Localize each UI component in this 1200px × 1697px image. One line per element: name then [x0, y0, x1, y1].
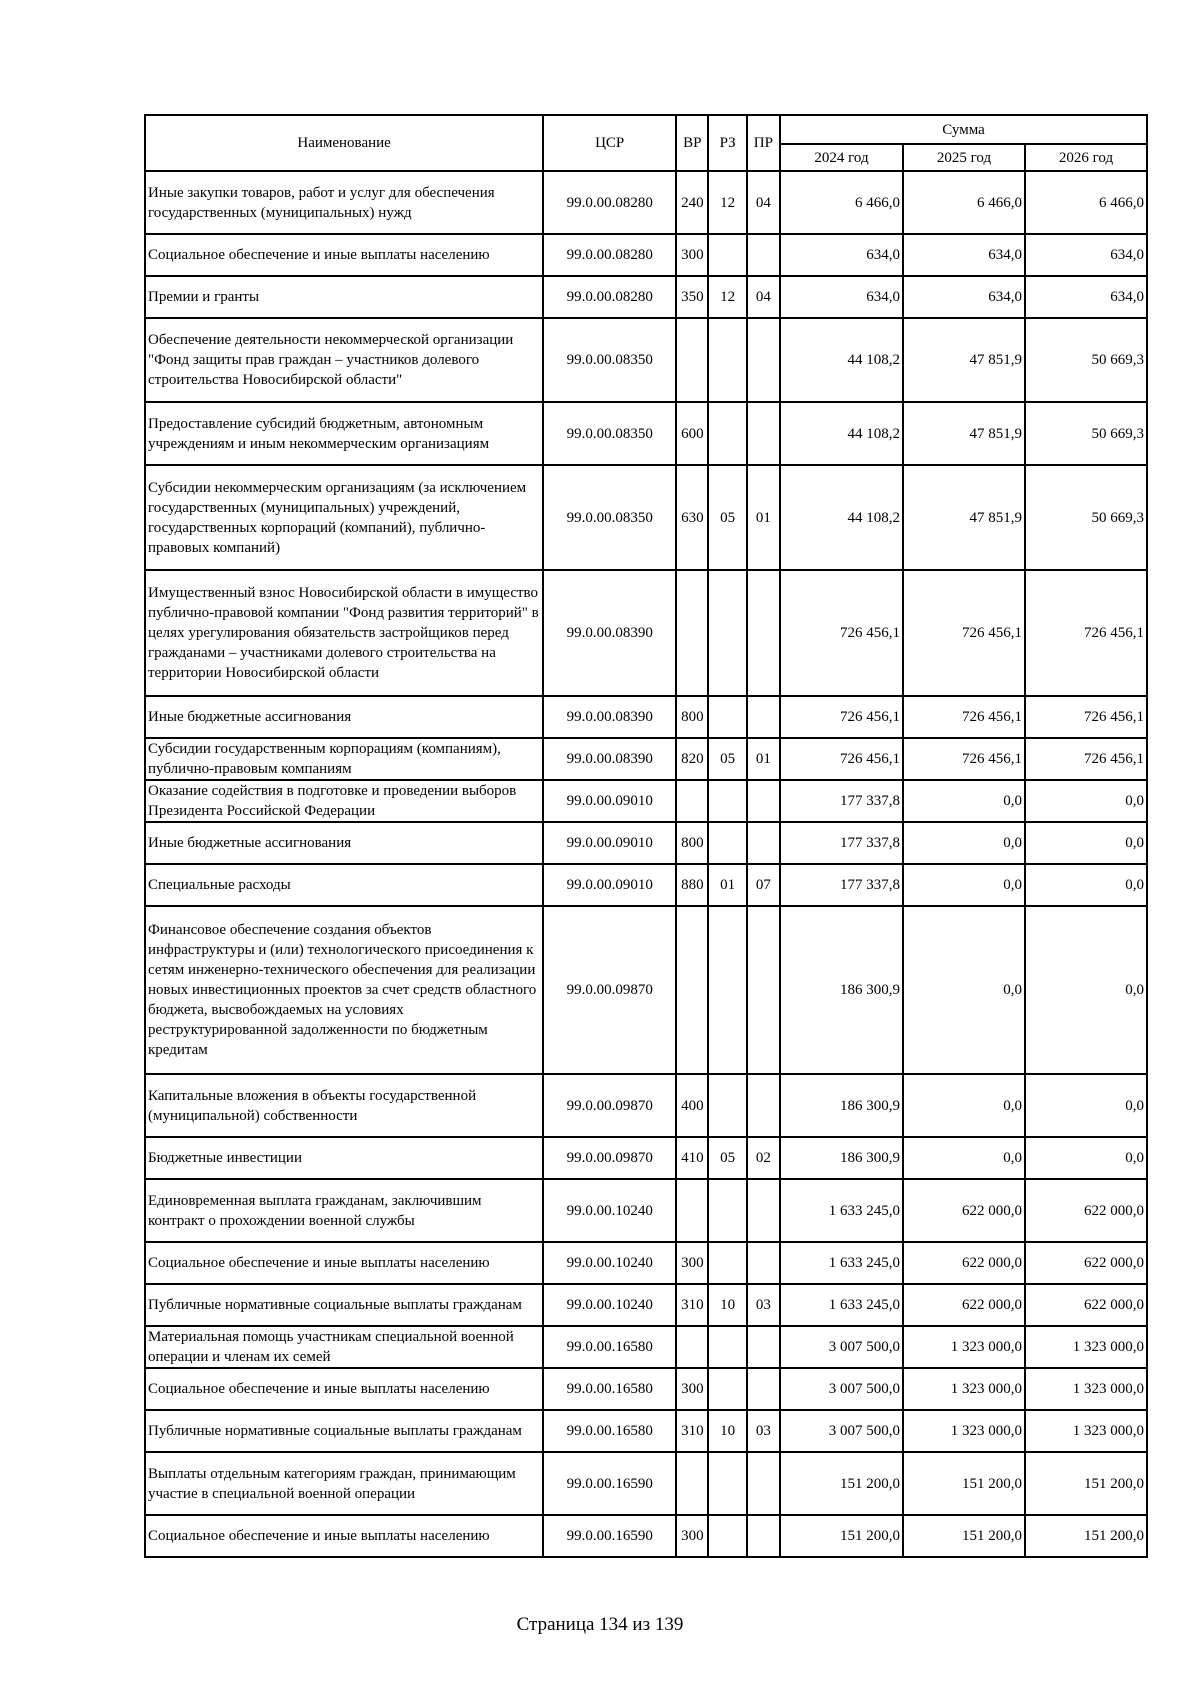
- row-name: Предоставление субсидий бюджетным, автономным учреждениям и иным некоммерческим организациям: [145, 402, 543, 465]
- row-sum-2025: 151 200,0: [903, 1515, 1025, 1557]
- table-row: [145, 1074, 1147, 1137]
- table-row: [145, 234, 1147, 276]
- row-rz: 10: [708, 1410, 746, 1452]
- row-pr: [747, 318, 780, 402]
- row-vr: 400: [676, 1074, 708, 1137]
- row-name: Субсидии государственным корпорациям (компаниям), публично-правовым компаниям: [145, 738, 543, 780]
- row-sum-2025: 0,0: [903, 822, 1025, 864]
- row-name: Капитальные вложения в объекты государственной (муниципальной) собственности: [145, 1074, 543, 1137]
- row-vr: 300: [676, 1242, 708, 1284]
- row-vr: 300: [676, 1515, 708, 1557]
- row-pr: [747, 1074, 780, 1137]
- table-row: [145, 402, 1147, 465]
- row-sum-2024: 44 108,2: [780, 465, 903, 570]
- row-rz: [708, 1179, 746, 1242]
- row-vr: 820: [676, 738, 708, 780]
- row-sum-2024: 186 300,9: [780, 906, 903, 1074]
- row-sum-2026: 1 323 000,0: [1025, 1410, 1147, 1452]
- row-vr: 240: [676, 171, 708, 234]
- row-sum-2026: 50 669,3: [1025, 465, 1147, 570]
- page-number: Страница 134 из 139: [516, 1614, 684, 1635]
- table-row: [145, 1179, 1147, 1242]
- row-name: Социальное обеспечение и иные выплаты населению: [145, 1368, 543, 1410]
- row-rz: 05: [708, 1137, 746, 1179]
- row-rz: [708, 780, 746, 822]
- row-name: Публичные нормативные социальные выплаты гражданам: [145, 1284, 543, 1326]
- row-csr: 99.0.00.16590: [543, 1515, 676, 1557]
- row-sum-2025: 622 000,0: [903, 1284, 1025, 1326]
- row-rz: [708, 402, 746, 465]
- table-row: [145, 906, 1147, 1074]
- row-vr: 800: [676, 696, 708, 738]
- header-year-2026: 2026 год: [1025, 144, 1147, 171]
- row-sum-2026: 634,0: [1025, 276, 1147, 318]
- row-sum-2025: 622 000,0: [903, 1242, 1025, 1284]
- row-sum-2024: 634,0: [780, 234, 903, 276]
- row-sum-2026: 6 466,0: [1025, 171, 1147, 234]
- row-sum-2024: 6 466,0: [780, 171, 903, 234]
- row-csr: 99.0.00.16580: [543, 1368, 676, 1410]
- row-name: Оказание содействия в подготовке и проведении выборов Президента Российской Федерации: [145, 780, 543, 822]
- row-sum-2025: 0,0: [903, 906, 1025, 1074]
- row-name: Иные бюджетные ассигнования: [145, 822, 543, 864]
- row-pr: [747, 696, 780, 738]
- row-vr: 630: [676, 465, 708, 570]
- row-sum-2026: 151 200,0: [1025, 1515, 1147, 1557]
- row-vr: [676, 780, 708, 822]
- row-pr: [747, 1242, 780, 1284]
- row-sum-2026: 50 669,3: [1025, 402, 1147, 465]
- row-sum-2025: 1 323 000,0: [903, 1326, 1025, 1368]
- row-rz: [708, 1368, 746, 1410]
- row-csr: 99.0.00.08350: [543, 465, 676, 570]
- row-pr: [747, 780, 780, 822]
- row-csr: 99.0.00.08390: [543, 570, 676, 696]
- row-vr: 410: [676, 1137, 708, 1179]
- row-sum-2024: 151 200,0: [780, 1515, 903, 1557]
- row-vr: 310: [676, 1410, 708, 1452]
- row-pr: [747, 234, 780, 276]
- row-pr: 03: [747, 1284, 780, 1326]
- row-sum-2025: 634,0: [903, 276, 1025, 318]
- row-csr: 99.0.00.10240: [543, 1179, 676, 1242]
- table-row: [145, 696, 1147, 738]
- row-pr: [747, 402, 780, 465]
- row-sum-2025: 47 851,9: [903, 318, 1025, 402]
- row-sum-2026: 0,0: [1025, 1137, 1147, 1179]
- row-vr: 800: [676, 822, 708, 864]
- row-pr: [747, 1515, 780, 1557]
- row-sum-2025: 622 000,0: [903, 1179, 1025, 1242]
- row-vr: [676, 906, 708, 1074]
- row-sum-2024: 44 108,2: [780, 318, 903, 402]
- header-year-2024: 2024 год: [780, 144, 903, 171]
- row-vr: [676, 1326, 708, 1368]
- row-csr: 99.0.00.10240: [543, 1242, 676, 1284]
- table-row: [145, 1368, 1147, 1410]
- row-name: Материальная помощь участникам специальной военной операции и членам их семей: [145, 1326, 543, 1368]
- row-name: Иные бюджетные ассигнования: [145, 696, 543, 738]
- row-sum-2026: 622 000,0: [1025, 1179, 1147, 1242]
- row-vr: 350: [676, 276, 708, 318]
- row-csr: 99.0.00.08390: [543, 696, 676, 738]
- table-row: [145, 570, 1147, 696]
- row-csr: 99.0.00.09010: [543, 780, 676, 822]
- table-row: [145, 1284, 1147, 1326]
- row-sum-2025: 0,0: [903, 1074, 1025, 1137]
- header-name: Наименование: [145, 115, 543, 171]
- table-row: [145, 171, 1147, 234]
- row-csr: 99.0.00.08280: [543, 276, 676, 318]
- row-pr: [747, 1452, 780, 1515]
- row-rz: 10: [708, 1284, 746, 1326]
- row-csr: 99.0.00.16580: [543, 1326, 676, 1368]
- row-name: Иные закупки товаров, работ и услуг для обеспечения государственных (муниципальных) нужд: [145, 171, 543, 234]
- row-pr: 04: [747, 171, 780, 234]
- row-name: Имущественный взнос Новосибирской области в имущество публично-правовой компании "Фонд развития территорий" в целях урегулирования обязательств застройщиков перед гражданами – участниками долевого строительства на территории Новосибирской области: [145, 570, 543, 696]
- row-sum-2026: 726 456,1: [1025, 738, 1147, 780]
- row-sum-2026: 622 000,0: [1025, 1284, 1147, 1326]
- row-vr: [676, 570, 708, 696]
- table-row: [145, 1242, 1147, 1284]
- row-csr: 99.0.00.09010: [543, 822, 676, 864]
- row-name: Обеспечение деятельности некоммерческой организации "Фонд защиты прав граждан – участников долевого строительства Новосибирской области": [145, 318, 543, 402]
- row-sum-2026: 726 456,1: [1025, 696, 1147, 738]
- row-pr: 07: [747, 864, 780, 906]
- row-rz: 05: [708, 738, 746, 780]
- header-csr: ЦСР: [543, 115, 676, 171]
- header-pr: ПР: [747, 115, 780, 171]
- row-sum-2026: 1 323 000,0: [1025, 1368, 1147, 1410]
- row-name: Единовременная выплата гражданам, заключившим контракт о прохождении военной службы: [145, 1179, 543, 1242]
- row-csr: 99.0.00.08350: [543, 318, 676, 402]
- row-sum-2024: 634,0: [780, 276, 903, 318]
- row-sum-2025: 726 456,1: [903, 738, 1025, 780]
- row-vr: 300: [676, 234, 708, 276]
- row-sum-2026: 634,0: [1025, 234, 1147, 276]
- row-vr: 300: [676, 1368, 708, 1410]
- table-row: [145, 318, 1147, 402]
- row-sum-2025: 0,0: [903, 780, 1025, 822]
- row-name: Социальное обеспечение и иные выплаты населению: [145, 1242, 543, 1284]
- row-sum-2024: 726 456,1: [780, 570, 903, 696]
- row-pr: [747, 906, 780, 1074]
- row-sum-2025: 0,0: [903, 1137, 1025, 1179]
- row-vr: 310: [676, 1284, 708, 1326]
- row-sum-2026: 0,0: [1025, 780, 1147, 822]
- row-sum-2025: 0,0: [903, 864, 1025, 906]
- budget-table: [144, 114, 1148, 1558]
- row-sum-2024: 3 007 500,0: [780, 1410, 903, 1452]
- row-rz: [708, 696, 746, 738]
- table-row: [145, 1410, 1147, 1452]
- row-name: Премии и гранты: [145, 276, 543, 318]
- row-sum-2025: 1 323 000,0: [903, 1410, 1025, 1452]
- row-sum-2026: 0,0: [1025, 822, 1147, 864]
- row-csr: 99.0.00.10240: [543, 1284, 676, 1326]
- header-vr: ВР: [676, 115, 708, 171]
- row-rz: [708, 1452, 746, 1515]
- table-row: [145, 780, 1147, 822]
- row-rz: [708, 570, 746, 696]
- row-vr: 600: [676, 402, 708, 465]
- row-sum-2026: 0,0: [1025, 1074, 1147, 1137]
- row-sum-2024: 1 633 245,0: [780, 1242, 903, 1284]
- row-csr: 99.0.00.09870: [543, 906, 676, 1074]
- row-name: Социальное обеспечение и иные выплаты населению: [145, 234, 543, 276]
- row-rz: [708, 1515, 746, 1557]
- row-csr: 99.0.00.16580: [543, 1410, 676, 1452]
- row-name: Публичные нормативные социальные выплаты гражданам: [145, 1410, 543, 1452]
- row-sum-2025: 47 851,9: [903, 402, 1025, 465]
- table-row: [145, 1326, 1147, 1368]
- row-sum-2024: 186 300,9: [780, 1074, 903, 1137]
- row-name: Специальные расходы: [145, 864, 543, 906]
- row-sum-2026: 726 456,1: [1025, 570, 1147, 696]
- row-sum-2025: 6 466,0: [903, 171, 1025, 234]
- row-name: Финансовое обеспечение создания объектов инфраструктуры и (или) технологического присоединения к сетям инженерно-технического обеспечения для реализации новых инвестиционных проектов за счет средств областного бюджета, высвобождаемых на условиях реструктурированной задолженности по бюджетным кредитам: [145, 906, 543, 1074]
- row-sum-2025: 47 851,9: [903, 465, 1025, 570]
- row-sum-2026: 622 000,0: [1025, 1242, 1147, 1284]
- row-rz: [708, 234, 746, 276]
- row-sum-2024: 1 633 245,0: [780, 1179, 903, 1242]
- table-row: [145, 1452, 1147, 1515]
- row-csr: 99.0.00.08350: [543, 402, 676, 465]
- row-sum-2024: 726 456,1: [780, 738, 903, 780]
- row-sum-2026: 1 323 000,0: [1025, 1326, 1147, 1368]
- row-pr: 02: [747, 1137, 780, 1179]
- table-row: [145, 822, 1147, 864]
- table-body: [145, 171, 1147, 1557]
- row-csr: 99.0.00.16590: [543, 1452, 676, 1515]
- row-pr: [747, 570, 780, 696]
- row-name: Выплаты отдельным категориям граждан, принимающим участие в специальной военной операции: [145, 1452, 543, 1515]
- row-rz: [708, 1074, 746, 1137]
- row-sum-2025: 726 456,1: [903, 570, 1025, 696]
- row-csr: 99.0.00.08390: [543, 738, 676, 780]
- table-row: [145, 738, 1147, 780]
- row-csr: 99.0.00.08280: [543, 234, 676, 276]
- row-sum-2024: 3 007 500,0: [780, 1326, 903, 1368]
- header-rz: РЗ: [708, 115, 746, 171]
- header-sum: Сумма: [780, 115, 1147, 144]
- table-row: [145, 1137, 1147, 1179]
- row-pr: 04: [747, 276, 780, 318]
- table-row: [145, 1515, 1147, 1557]
- row-sum-2026: 0,0: [1025, 864, 1147, 906]
- row-vr: 880: [676, 864, 708, 906]
- row-sum-2024: 186 300,9: [780, 1137, 903, 1179]
- header-year-2025: 2025 год: [903, 144, 1025, 171]
- row-sum-2024: 3 007 500,0: [780, 1368, 903, 1410]
- row-rz: [708, 318, 746, 402]
- row-sum-2024: 151 200,0: [780, 1452, 903, 1515]
- row-rz: 05: [708, 465, 746, 570]
- row-pr: [747, 1326, 780, 1368]
- row-csr: 99.0.00.08280: [543, 171, 676, 234]
- row-csr: 99.0.00.09870: [543, 1074, 676, 1137]
- row-rz: [708, 1242, 746, 1284]
- row-rz: [708, 1326, 746, 1368]
- row-sum-2024: 1 633 245,0: [780, 1284, 903, 1326]
- row-rz: 01: [708, 864, 746, 906]
- row-sum-2025: 151 200,0: [903, 1452, 1025, 1515]
- table-row: [145, 465, 1147, 570]
- row-pr: 01: [747, 738, 780, 780]
- table-row: [145, 276, 1147, 318]
- row-sum-2024: 177 337,8: [780, 864, 903, 906]
- row-rz: 12: [708, 276, 746, 318]
- row-sum-2024: 44 108,2: [780, 402, 903, 465]
- row-csr: 99.0.00.09010: [543, 864, 676, 906]
- row-sum-2025: 1 323 000,0: [903, 1368, 1025, 1410]
- row-sum-2024: 726 456,1: [780, 696, 903, 738]
- row-sum-2025: 726 456,1: [903, 696, 1025, 738]
- row-rz: 12: [708, 171, 746, 234]
- row-name: Бюджетные инвестиции: [145, 1137, 543, 1179]
- row-sum-2024: 177 337,8: [780, 780, 903, 822]
- row-rz: [708, 822, 746, 864]
- row-sum-2025: 634,0: [903, 234, 1025, 276]
- row-sum-2024: 177 337,8: [780, 822, 903, 864]
- row-pr: [747, 822, 780, 864]
- row-pr: 03: [747, 1410, 780, 1452]
- row-sum-2026: 0,0: [1025, 906, 1147, 1074]
- row-sum-2026: 151 200,0: [1025, 1452, 1147, 1515]
- row-name: Субсидии некоммерческим организациям (за исключением государственных (муниципальных) учреждений, государственных корпораций (компаний), публично-правовых компаний): [145, 465, 543, 570]
- row-pr: [747, 1368, 780, 1410]
- row-rz: [708, 906, 746, 1074]
- row-sum-2026: 50 669,3: [1025, 318, 1147, 402]
- row-csr: 99.0.00.09870: [543, 1137, 676, 1179]
- row-vr: [676, 1179, 708, 1242]
- row-pr: 01: [747, 465, 780, 570]
- row-pr: [747, 1179, 780, 1242]
- table-row: [145, 864, 1147, 906]
- row-vr: [676, 318, 708, 402]
- row-name: Социальное обеспечение и иные выплаты населению: [145, 1515, 543, 1557]
- row-vr: [676, 1452, 708, 1515]
